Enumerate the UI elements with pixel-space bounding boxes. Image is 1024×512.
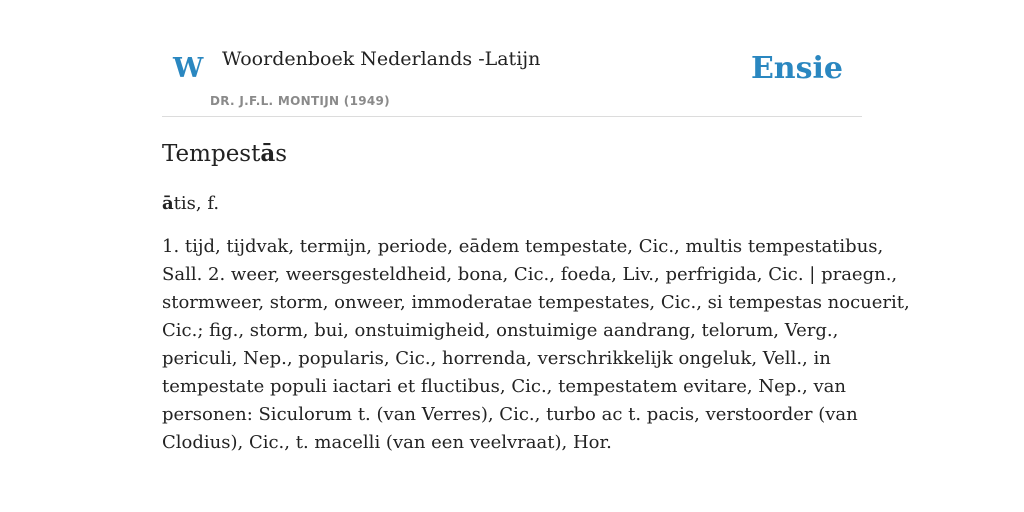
site-header (162, 0, 862, 117)
grammar-info (162, 190, 862, 218)
headword-prefix: Tempest (162, 141, 261, 167)
brand-logo[interactable]: Ensie (750, 51, 843, 86)
definition (162, 233, 910, 457)
dictionary-entry (162, 136, 910, 457)
book-author: DR. J.F.L. MONTIJN (1949) (210, 94, 390, 108)
definition-line: Clodius), Cic., t. macelli (van een veelvraat), Hor. (162, 432, 612, 453)
headword-accent: ā (260, 140, 276, 167)
headword (162, 136, 862, 172)
definition-line: stormweer, storm, onweer, immoderatae tempestates, Cic., si tempestas nocuerit, (162, 292, 910, 313)
definition-line: Cic.; fig., storm, bui, onstuimigheid, onstuimige aandrang, telorum, Verg., (162, 320, 839, 341)
definition-line: 1. tijd, tijdvak, termijn, periode, eādem tempestate, Cic., multis tempestatibus, (162, 236, 884, 257)
definition-line: Sall. 2. weer, weersgesteldheid, bona, Cic., foeda, Liv., perfrigida, Cic. | praegn., (162, 264, 898, 285)
definition-line: periculi, Nep., popularis, Cic., horrenda, verschrikkelijk ongeluk, Vell., in (162, 348, 831, 369)
book-logo[interactable]: W (173, 53, 204, 84)
grammar-accent: ā (162, 193, 174, 214)
definition-line: tempestate populi iactari et fluctibus, Cic., tempestatem evitare, Nep., van (162, 376, 846, 397)
grammar-text: tis, f. (173, 193, 220, 214)
book-title[interactable]: Woordenboek Nederlands -Latijn (222, 48, 541, 70)
headword-suffix: s (275, 141, 288, 167)
definition-line: personen: Siculorum t. (van Verres), Cic., turbo ac t. pacis, verstoorder (van (162, 404, 858, 425)
